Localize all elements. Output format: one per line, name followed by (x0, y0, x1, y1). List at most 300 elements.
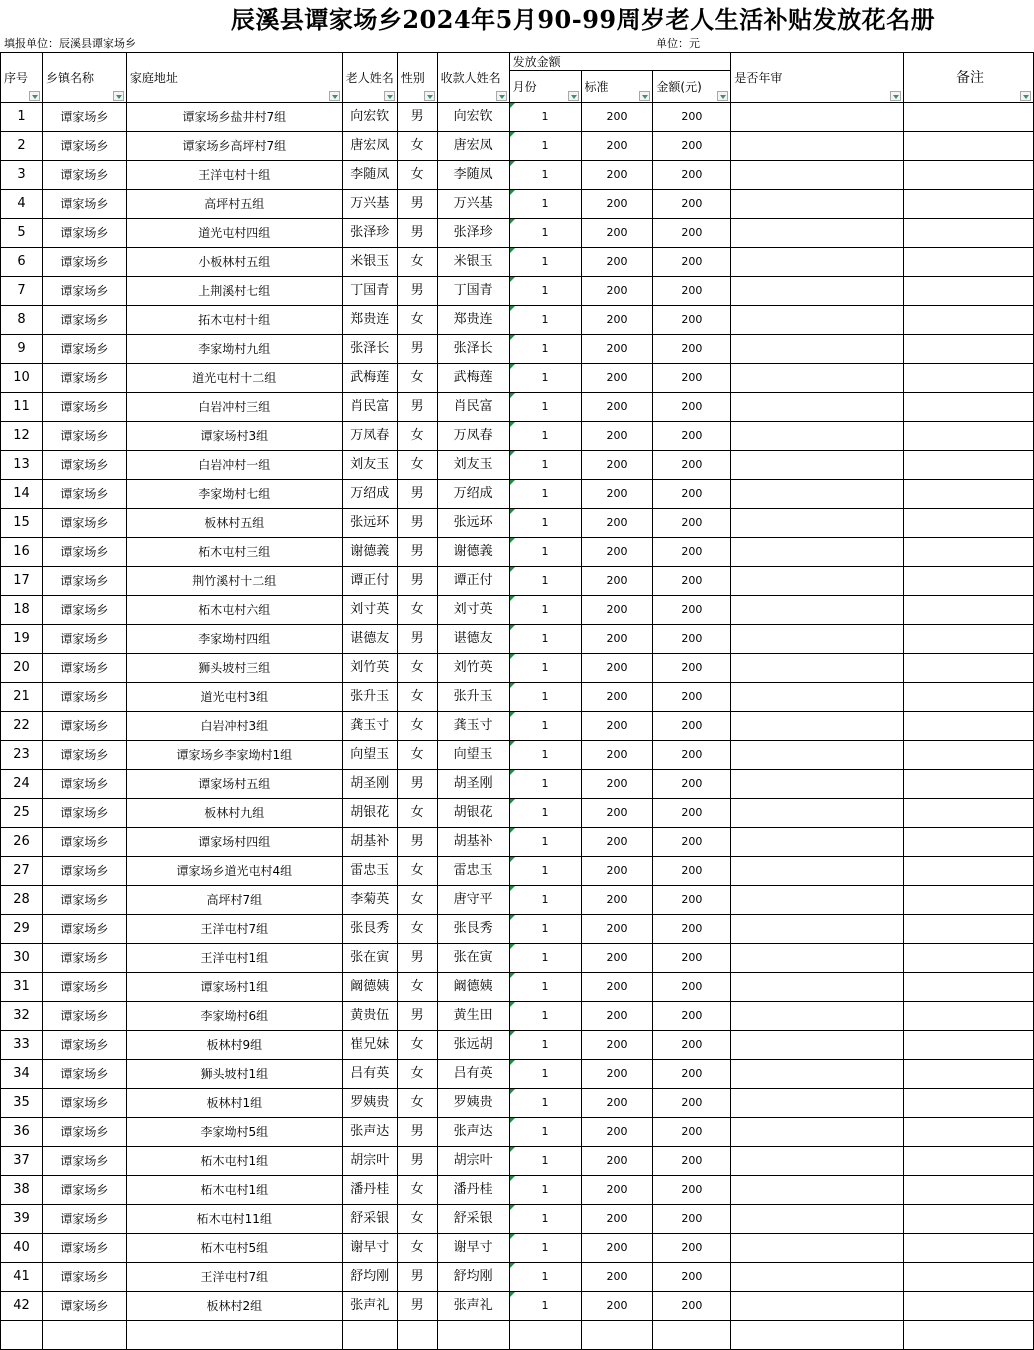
cell-town[interactable]: 谭家场乡 (42, 103, 126, 132)
cell-address[interactable]: 白岩冲村三组 (126, 393, 342, 422)
cell-gender[interactable]: 女 (397, 132, 437, 161)
cell-review[interactable] (731, 596, 904, 625)
cell-total[interactable]: 200 (653, 857, 731, 886)
cell-review[interactable] (731, 1089, 904, 1118)
filter-dropdown-icon[interactable] (329, 91, 340, 101)
cell-town[interactable]: 谭家场乡 (42, 509, 126, 538)
cell-months[interactable]: 1 (509, 770, 581, 799)
cell-review[interactable] (731, 451, 904, 480)
cell-remarks[interactable] (904, 828, 1034, 857)
cell-elder[interactable]: 胡圣刚 (342, 770, 397, 799)
cell-seq[interactable]: 33 (1, 1031, 43, 1060)
cell-address[interactable]: 柘木屯村11组 (126, 1205, 342, 1234)
cell-standard[interactable]: 200 (581, 306, 653, 335)
cell-payee[interactable]: 张声达 (437, 1118, 509, 1147)
cell-total[interactable]: 200 (653, 1176, 731, 1205)
cell-payee[interactable]: 向宏钦 (437, 103, 509, 132)
cell-empty[interactable] (42, 1321, 126, 1350)
cell-gender[interactable]: 男 (397, 1002, 437, 1031)
cell-address[interactable]: 李家坳村九组 (126, 335, 342, 364)
cell-town[interactable]: 谭家场乡 (42, 364, 126, 393)
cell-payee[interactable]: 雷忠玉 (437, 857, 509, 886)
cell-address[interactable]: 板林村五组 (126, 509, 342, 538)
cell-months[interactable]: 1 (509, 683, 581, 712)
cell-review[interactable] (731, 1176, 904, 1205)
cell-total[interactable]: 200 (653, 1147, 731, 1176)
cell-review[interactable] (731, 103, 904, 132)
cell-gender[interactable]: 男 (397, 190, 437, 219)
cell-months[interactable]: 1 (509, 1002, 581, 1031)
cell-remarks[interactable] (904, 393, 1034, 422)
cell-seq[interactable]: 16 (1, 538, 43, 567)
cell-town[interactable]: 谭家场乡 (42, 306, 126, 335)
cell-elder[interactable]: 李菊英 (342, 886, 397, 915)
cell-total[interactable]: 200 (653, 1089, 731, 1118)
cell-address[interactable]: 谭家场村五组 (126, 770, 342, 799)
cell-total[interactable]: 200 (653, 538, 731, 567)
cell-seq[interactable]: 8 (1, 306, 43, 335)
cell-elder[interactable]: 张远环 (342, 509, 397, 538)
cell-elder[interactable]: 胡银花 (342, 799, 397, 828)
cell-review[interactable] (731, 1060, 904, 1089)
cell-payee[interactable]: 张泽长 (437, 335, 509, 364)
cell-town[interactable]: 谭家场乡 (42, 712, 126, 741)
cell-elder[interactable]: 张泽珍 (342, 219, 397, 248)
cell-total[interactable]: 200 (653, 103, 731, 132)
cell-standard[interactable]: 200 (581, 1089, 653, 1118)
cell-months[interactable]: 1 (509, 393, 581, 422)
cell-remarks[interactable] (904, 857, 1034, 886)
cell-standard[interactable]: 200 (581, 277, 653, 306)
cell-total[interactable]: 200 (653, 277, 731, 306)
cell-review[interactable] (731, 712, 904, 741)
cell-review[interactable] (731, 1031, 904, 1060)
cell-gender[interactable]: 女 (397, 886, 437, 915)
cell-elder[interactable]: 张声达 (342, 1118, 397, 1147)
cell-seq[interactable]: 18 (1, 596, 43, 625)
cell-months[interactable]: 1 (509, 1205, 581, 1234)
cell-town[interactable]: 谭家场乡 (42, 973, 126, 1002)
cell-review[interactable] (731, 567, 904, 596)
cell-remarks[interactable] (904, 799, 1034, 828)
cell-gender[interactable]: 男 (397, 103, 437, 132)
cell-town[interactable]: 谭家场乡 (42, 683, 126, 712)
cell-elder[interactable]: 张升玉 (342, 683, 397, 712)
cell-payee[interactable]: 谢早寸 (437, 1234, 509, 1263)
cell-gender[interactable]: 女 (397, 248, 437, 277)
cell-remarks[interactable] (904, 596, 1034, 625)
cell-address[interactable]: 高坪村7组 (126, 886, 342, 915)
cell-months[interactable]: 1 (509, 422, 581, 451)
cell-remarks[interactable] (904, 886, 1034, 915)
cell-seq[interactable]: 17 (1, 567, 43, 596)
cell-payee[interactable]: 黄生田 (437, 1002, 509, 1031)
cell-gender[interactable]: 女 (397, 741, 437, 770)
filter-dropdown-icon[interactable] (890, 91, 901, 101)
cell-elder[interactable]: 武梅莲 (342, 364, 397, 393)
cell-address[interactable]: 谭家场村3组 (126, 422, 342, 451)
cell-months[interactable]: 1 (509, 1060, 581, 1089)
cell-seq[interactable]: 1 (1, 103, 43, 132)
cell-review[interactable] (731, 1292, 904, 1321)
cell-review[interactable] (731, 741, 904, 770)
cell-town[interactable]: 谭家场乡 (42, 393, 126, 422)
cell-address[interactable]: 白岩冲村3组 (126, 712, 342, 741)
filter-dropdown-icon[interactable] (384, 91, 395, 101)
cell-payee[interactable]: 谌德友 (437, 625, 509, 654)
cell-town[interactable]: 谭家场乡 (42, 944, 126, 973)
cell-seq[interactable]: 21 (1, 683, 43, 712)
cell-seq[interactable]: 7 (1, 277, 43, 306)
cell-town[interactable]: 谭家场乡 (42, 1263, 126, 1292)
cell-payee[interactable]: 张泽珍 (437, 219, 509, 248)
cell-elder[interactable]: 罗姨贵 (342, 1089, 397, 1118)
cell-address[interactable]: 柘木屯村5组 (126, 1234, 342, 1263)
cell-address[interactable]: 板林村9组 (126, 1031, 342, 1060)
cell-town[interactable]: 谭家场乡 (42, 596, 126, 625)
cell-standard[interactable]: 200 (581, 683, 653, 712)
filter-dropdown-icon[interactable] (639, 91, 650, 101)
cell-remarks[interactable] (904, 1292, 1034, 1321)
cell-gender[interactable]: 女 (397, 1031, 437, 1060)
cell-standard[interactable]: 200 (581, 915, 653, 944)
cell-elder[interactable]: 万绍成 (342, 480, 397, 509)
cell-review[interactable] (731, 915, 904, 944)
cell-total[interactable]: 200 (653, 1031, 731, 1060)
cell-elder[interactable]: 张在寅 (342, 944, 397, 973)
cell-months[interactable]: 1 (509, 886, 581, 915)
cell-review[interactable] (731, 886, 904, 915)
cell-total[interactable]: 200 (653, 422, 731, 451)
cell-months[interactable]: 1 (509, 567, 581, 596)
cell-total[interactable]: 200 (653, 1205, 731, 1234)
cell-months[interactable]: 1 (509, 1292, 581, 1321)
cell-months[interactable]: 1 (509, 480, 581, 509)
filter-dropdown-icon[interactable] (568, 91, 579, 101)
cell-months[interactable]: 1 (509, 132, 581, 161)
cell-seq[interactable]: 19 (1, 625, 43, 654)
cell-review[interactable] (731, 625, 904, 654)
cell-gender[interactable]: 男 (397, 944, 437, 973)
cell-address[interactable]: 狮头坡村三组 (126, 654, 342, 683)
cell-payee[interactable]: 阚德姨 (437, 973, 509, 1002)
cell-total[interactable]: 200 (653, 944, 731, 973)
cell-payee[interactable]: 张声礼 (437, 1292, 509, 1321)
cell-seq[interactable]: 12 (1, 422, 43, 451)
cell-gender[interactable]: 女 (397, 1176, 437, 1205)
cell-elder[interactable]: 丁国青 (342, 277, 397, 306)
cell-standard[interactable]: 200 (581, 770, 653, 799)
cell-town[interactable]: 谭家场乡 (42, 770, 126, 799)
cell-total[interactable]: 200 (653, 1234, 731, 1263)
cell-address[interactable]: 李家坳村四组 (126, 625, 342, 654)
cell-seq[interactable]: 30 (1, 944, 43, 973)
cell-payee[interactable]: 张远胡 (437, 1031, 509, 1060)
cell-seq[interactable]: 25 (1, 799, 43, 828)
cell-remarks[interactable] (904, 567, 1034, 596)
cell-months[interactable]: 1 (509, 1234, 581, 1263)
cell-months[interactable]: 1 (509, 103, 581, 132)
cell-review[interactable] (731, 509, 904, 538)
cell-remarks[interactable] (904, 306, 1034, 335)
cell-total[interactable]: 200 (653, 364, 731, 393)
cell-standard[interactable]: 200 (581, 538, 653, 567)
cell-empty[interactable] (581, 1321, 653, 1350)
cell-gender[interactable]: 女 (397, 1205, 437, 1234)
cell-seq[interactable]: 31 (1, 973, 43, 1002)
filter-dropdown-icon[interactable] (717, 91, 728, 101)
cell-payee[interactable]: 万凤春 (437, 422, 509, 451)
cell-review[interactable] (731, 538, 904, 567)
cell-seq[interactable]: 15 (1, 509, 43, 538)
cell-gender[interactable]: 女 (397, 712, 437, 741)
cell-payee[interactable]: 肖民富 (437, 393, 509, 422)
cell-payee[interactable]: 舒采银 (437, 1205, 509, 1234)
cell-review[interactable] (731, 1118, 904, 1147)
cell-remarks[interactable] (904, 915, 1034, 944)
cell-months[interactable]: 1 (509, 1089, 581, 1118)
cell-remarks[interactable] (904, 538, 1034, 567)
cell-payee[interactable]: 武梅莲 (437, 364, 509, 393)
cell-payee[interactable]: 李随凤 (437, 161, 509, 190)
cell-town[interactable]: 谭家场乡 (42, 161, 126, 190)
filter-dropdown-icon[interactable] (29, 91, 40, 101)
cell-standard[interactable]: 200 (581, 944, 653, 973)
cell-town[interactable]: 谭家场乡 (42, 219, 126, 248)
cell-address[interactable]: 柘木屯村六组 (126, 596, 342, 625)
cell-remarks[interactable] (904, 1031, 1034, 1060)
cell-seq[interactable]: 23 (1, 741, 43, 770)
cell-remarks[interactable] (904, 712, 1034, 741)
cell-remarks[interactable] (904, 1060, 1034, 1089)
cell-gender[interactable]: 男 (397, 1118, 437, 1147)
cell-remarks[interactable] (904, 1176, 1034, 1205)
cell-remarks[interactable] (904, 1089, 1034, 1118)
cell-seq[interactable]: 10 (1, 364, 43, 393)
cell-months[interactable]: 1 (509, 944, 581, 973)
cell-seq[interactable]: 35 (1, 1089, 43, 1118)
cell-gender[interactable]: 男 (397, 770, 437, 799)
cell-elder[interactable]: 胡基补 (342, 828, 397, 857)
cell-empty[interactable] (437, 1321, 509, 1350)
cell-town[interactable]: 谭家场乡 (42, 190, 126, 219)
cell-elder[interactable]: 刘竹英 (342, 654, 397, 683)
cell-town[interactable]: 谭家场乡 (42, 1031, 126, 1060)
cell-review[interactable] (731, 1147, 904, 1176)
cell-remarks[interactable] (904, 103, 1034, 132)
cell-gender[interactable]: 男 (397, 1263, 437, 1292)
cell-review[interactable] (731, 335, 904, 364)
cell-total[interactable]: 200 (653, 799, 731, 828)
cell-standard[interactable]: 200 (581, 1205, 653, 1234)
cell-town[interactable]: 谭家场乡 (42, 422, 126, 451)
cell-total[interactable]: 200 (653, 654, 731, 683)
cell-standard[interactable]: 200 (581, 828, 653, 857)
cell-total[interactable]: 200 (653, 480, 731, 509)
cell-payee[interactable]: 胡银花 (437, 799, 509, 828)
cell-total[interactable]: 200 (653, 741, 731, 770)
cell-remarks[interactable] (904, 654, 1034, 683)
cell-months[interactable]: 1 (509, 335, 581, 364)
cell-address[interactable]: 狮头坡村1组 (126, 1060, 342, 1089)
cell-standard[interactable]: 200 (581, 1176, 653, 1205)
cell-gender[interactable]: 男 (397, 393, 437, 422)
cell-months[interactable]: 1 (509, 799, 581, 828)
cell-payee[interactable]: 刘友玉 (437, 451, 509, 480)
cell-review[interactable] (731, 799, 904, 828)
cell-remarks[interactable] (904, 190, 1034, 219)
cell-seq[interactable]: 40 (1, 1234, 43, 1263)
cell-payee[interactable]: 刘寸英 (437, 596, 509, 625)
cell-total[interactable]: 200 (653, 973, 731, 1002)
cell-standard[interactable]: 200 (581, 480, 653, 509)
cell-months[interactable]: 1 (509, 625, 581, 654)
cell-elder[interactable]: 向宏钦 (342, 103, 397, 132)
cell-review[interactable] (731, 828, 904, 857)
cell-review[interactable] (731, 219, 904, 248)
cell-seq[interactable]: 4 (1, 190, 43, 219)
cell-town[interactable]: 谭家场乡 (42, 857, 126, 886)
cell-standard[interactable]: 200 (581, 1060, 653, 1089)
cell-empty[interactable] (653, 1321, 731, 1350)
cell-payee[interactable]: 龚玉寸 (437, 712, 509, 741)
cell-address[interactable]: 谭家场乡高坪村7组 (126, 132, 342, 161)
cell-months[interactable]: 1 (509, 1031, 581, 1060)
cell-elder[interactable]: 胡宗叶 (342, 1147, 397, 1176)
cell-standard[interactable]: 200 (581, 1263, 653, 1292)
cell-address[interactable]: 荆竹溪村十二组 (126, 567, 342, 596)
cell-review[interactable] (731, 248, 904, 277)
cell-review[interactable] (731, 1002, 904, 1031)
cell-address[interactable]: 板林村1组 (126, 1089, 342, 1118)
cell-address[interactable]: 谭家场村1组 (126, 973, 342, 1002)
cell-remarks[interactable] (904, 683, 1034, 712)
cell-standard[interactable]: 200 (581, 741, 653, 770)
cell-payee[interactable]: 郑贵连 (437, 306, 509, 335)
cell-months[interactable]: 1 (509, 277, 581, 306)
cell-months[interactable]: 1 (509, 857, 581, 886)
cell-months[interactable]: 1 (509, 973, 581, 1002)
cell-total[interactable]: 200 (653, 596, 731, 625)
cell-seq[interactable]: 38 (1, 1176, 43, 1205)
cell-town[interactable]: 谭家场乡 (42, 1176, 126, 1205)
cell-town[interactable]: 谭家场乡 (42, 335, 126, 364)
cell-months[interactable]: 1 (509, 219, 581, 248)
cell-standard[interactable]: 200 (581, 190, 653, 219)
cell-elder[interactable]: 潘丹桂 (342, 1176, 397, 1205)
cell-total[interactable]: 200 (653, 1002, 731, 1031)
cell-seq[interactable]: 26 (1, 828, 43, 857)
cell-gender[interactable]: 女 (397, 857, 437, 886)
cell-review[interactable] (731, 306, 904, 335)
cell-payee[interactable]: 唐守平 (437, 886, 509, 915)
cell-payee[interactable]: 吕有英 (437, 1060, 509, 1089)
cell-seq[interactable]: 11 (1, 393, 43, 422)
cell-town[interactable]: 谭家场乡 (42, 1060, 126, 1089)
cell-payee[interactable]: 潘丹桂 (437, 1176, 509, 1205)
cell-town[interactable]: 谭家场乡 (42, 132, 126, 161)
cell-town[interactable]: 谭家场乡 (42, 567, 126, 596)
cell-elder[interactable]: 谌德友 (342, 625, 397, 654)
cell-standard[interactable]: 200 (581, 1118, 653, 1147)
cell-review[interactable] (731, 770, 904, 799)
cell-review[interactable] (731, 393, 904, 422)
cell-address[interactable]: 谭家场乡道光屯村4组 (126, 857, 342, 886)
cell-town[interactable]: 谭家场乡 (42, 1147, 126, 1176)
cell-payee[interactable]: 丁国青 (437, 277, 509, 306)
cell-review[interactable] (731, 654, 904, 683)
cell-standard[interactable]: 200 (581, 625, 653, 654)
cell-address[interactable]: 李家坳村七组 (126, 480, 342, 509)
cell-remarks[interactable] (904, 1118, 1034, 1147)
cell-town[interactable]: 谭家场乡 (42, 625, 126, 654)
cell-remarks[interactable] (904, 1263, 1034, 1292)
cell-gender[interactable]: 女 (397, 799, 437, 828)
cell-address[interactable]: 小板林村五组 (126, 248, 342, 277)
cell-elder[interactable]: 向望玉 (342, 741, 397, 770)
filter-dropdown-icon[interactable] (496, 91, 507, 101)
cell-total[interactable]: 200 (653, 161, 731, 190)
cell-empty[interactable] (126, 1321, 342, 1350)
cell-payee[interactable]: 胡圣刚 (437, 770, 509, 799)
cell-address[interactable]: 谭家场村四组 (126, 828, 342, 857)
cell-seq[interactable]: 2 (1, 132, 43, 161)
cell-gender[interactable]: 男 (397, 828, 437, 857)
cell-seq[interactable]: 13 (1, 451, 43, 480)
cell-elder[interactable]: 雷忠玉 (342, 857, 397, 886)
cell-standard[interactable]: 200 (581, 712, 653, 741)
cell-months[interactable]: 1 (509, 915, 581, 944)
cell-address[interactable]: 拓木屯村十组 (126, 306, 342, 335)
cell-elder[interactable]: 谭正付 (342, 567, 397, 596)
cell-review[interactable] (731, 683, 904, 712)
cell-total[interactable]: 200 (653, 915, 731, 944)
cell-payee[interactable]: 向望玉 (437, 741, 509, 770)
cell-elder[interactable]: 谢德義 (342, 538, 397, 567)
cell-total[interactable]: 200 (653, 248, 731, 277)
cell-town[interactable]: 谭家场乡 (42, 480, 126, 509)
cell-total[interactable]: 200 (653, 770, 731, 799)
cell-review[interactable] (731, 1205, 904, 1234)
cell-remarks[interactable] (904, 422, 1034, 451)
cell-months[interactable]: 1 (509, 712, 581, 741)
cell-standard[interactable]: 200 (581, 393, 653, 422)
cell-months[interactable]: 1 (509, 596, 581, 625)
cell-total[interactable]: 200 (653, 567, 731, 596)
cell-address[interactable]: 板林村2组 (126, 1292, 342, 1321)
cell-seq[interactable]: 41 (1, 1263, 43, 1292)
cell-remarks[interactable] (904, 973, 1034, 1002)
cell-seq[interactable]: 14 (1, 480, 43, 509)
cell-total[interactable]: 200 (653, 886, 731, 915)
cell-standard[interactable]: 200 (581, 973, 653, 1002)
cell-gender[interactable]: 男 (397, 1292, 437, 1321)
cell-address[interactable]: 柘木屯村三组 (126, 538, 342, 567)
cell-address[interactable]: 谭家场乡李家坳村1组 (126, 741, 342, 770)
cell-review[interactable] (731, 480, 904, 509)
cell-town[interactable]: 谭家场乡 (42, 828, 126, 857)
cell-address[interactable]: 高坪村五组 (126, 190, 342, 219)
cell-standard[interactable]: 200 (581, 886, 653, 915)
cell-standard[interactable]: 200 (581, 1031, 653, 1060)
cell-elder[interactable]: 崔兄妹 (342, 1031, 397, 1060)
cell-town[interactable]: 谭家场乡 (42, 654, 126, 683)
cell-total[interactable]: 200 (653, 190, 731, 219)
cell-total[interactable]: 200 (653, 451, 731, 480)
cell-months[interactable]: 1 (509, 1147, 581, 1176)
cell-remarks[interactable] (904, 335, 1034, 364)
cell-standard[interactable]: 200 (581, 509, 653, 538)
